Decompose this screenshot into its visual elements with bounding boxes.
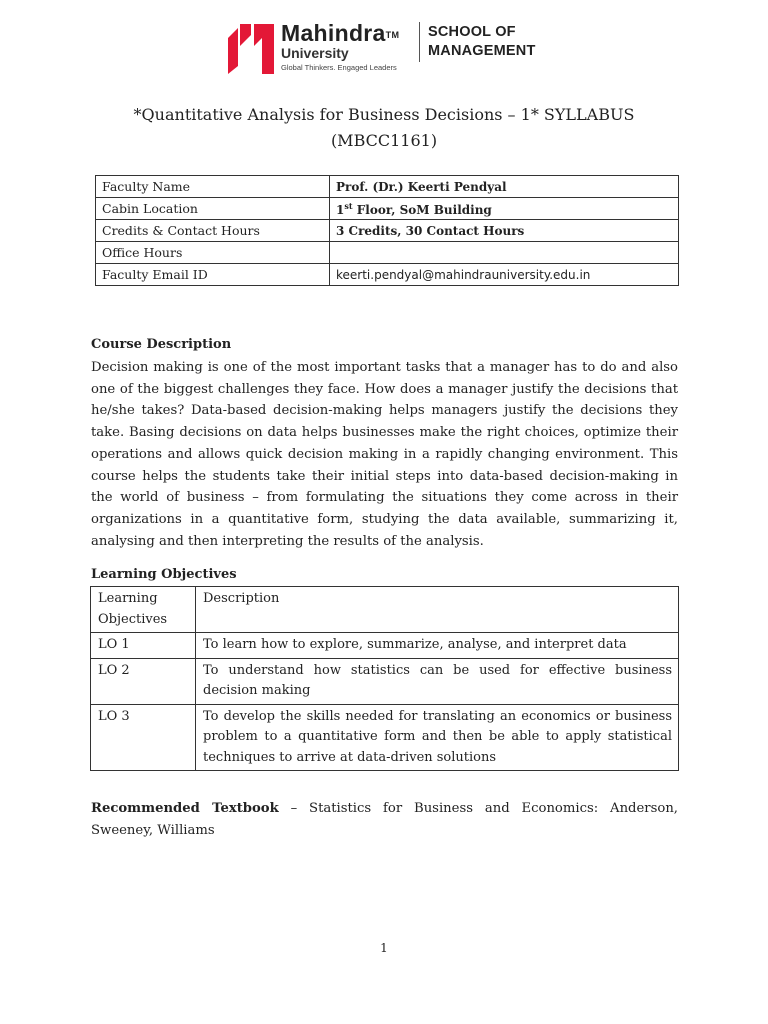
table-row — [96, 264, 679, 286]
table-value — [330, 242, 679, 264]
page-number: 1 — [380, 941, 388, 955]
brand-name: Mahindra™ — [281, 20, 400, 46]
table-label: Credits & Contact Hours — [96, 220, 330, 242]
header-divider — [419, 22, 420, 62]
brand-subtitle: University — [281, 45, 349, 61]
table-row — [91, 633, 679, 659]
course-description-heading: Course Description — [91, 337, 232, 352]
table-label: Office Hours — [96, 242, 330, 264]
course-code: (MBCC1161) — [330, 131, 438, 150]
table-label: Cabin Location — [96, 198, 330, 220]
table-row — [96, 242, 679, 264]
syllabus-title: *Quantitative Analysis for Business Decisions – 1* SYLLABUS — [133, 105, 635, 124]
objective-id: LO 2 — [91, 658, 196, 704]
course-description-text: Decision making is one of the most important tasks that a manager has to do and also one of the biggest challenges they face. How does a manager justify the decisions that he/she takes? Data-based decision-making helps managers justify the decisions they take. Basing decisions on data helps businesses make the right choices, optimize their operations and allows quick decision making in a rapidly changing environment. This course helps the students take their initial steps into data-based decision-making in the world of business – from formulating the situations they come across in their organizations in a quantitative form, studying the data available, summarizing it, analysing and then interpreting the results of the analysis. — [91, 360, 678, 549]
brand-tagline: Global Thinkers. Engaged Leaders — [281, 63, 397, 72]
textbook-label: Recommended Textbook — [91, 801, 279, 816]
objective-description: To develop the skills needed for translating an economics or business problem to a quantitative form and then be able to apply statistical techniques to arrive at data-driven solutions — [196, 704, 679, 771]
learning-objectives-heading: Learning Objectives — [91, 567, 237, 582]
table-row — [96, 176, 679, 198]
faculty-info-table — [95, 175, 679, 286]
objective-description: To understand how statistics can be used for effective business decision making — [196, 658, 679, 704]
mahindra-university-logo-icon — [228, 22, 274, 74]
table-value: 3 Credits, 30 Contact Hours — [330, 220, 679, 242]
objective-id: LO 1 — [91, 633, 196, 659]
table-row — [96, 220, 679, 242]
table-row — [91, 658, 679, 704]
school-name: SCHOOL OF MANAGEMENT — [428, 24, 536, 59]
learning-objectives-table — [90, 586, 679, 771]
table-label: Faculty Name — [96, 176, 330, 198]
table-row — [96, 198, 679, 220]
table-label: Faculty Email ID — [96, 264, 330, 286]
objective-description: To learn how to explore, summarize, analyse, and interpret data — [196, 633, 679, 659]
table-row — [91, 704, 679, 771]
table-value: 1st Floor, SoM Building — [330, 198, 679, 220]
recommended-textbook: Recommended Textbook – Statistics for Business and Economics: Anderson, Sweeney, Williams — [91, 801, 679, 838]
brand-block — [281, 20, 399, 73]
table-value: Prof. (Dr.) Keerti Pendyal — [330, 176, 679, 198]
table-header-row — [91, 587, 679, 633]
column-header: Learning Objectives — [91, 587, 196, 633]
textbook-title: Statistics for Business and Economics: Anderson, Sweeney, Williams — [91, 801, 679, 838]
trademark-mark: TM — [385, 30, 400, 40]
column-header: Description — [196, 587, 679, 633]
objective-id: LO 3 — [91, 704, 196, 771]
faculty-email: keerti.pendyal@mahindrauniversity.edu.in — [330, 264, 679, 286]
